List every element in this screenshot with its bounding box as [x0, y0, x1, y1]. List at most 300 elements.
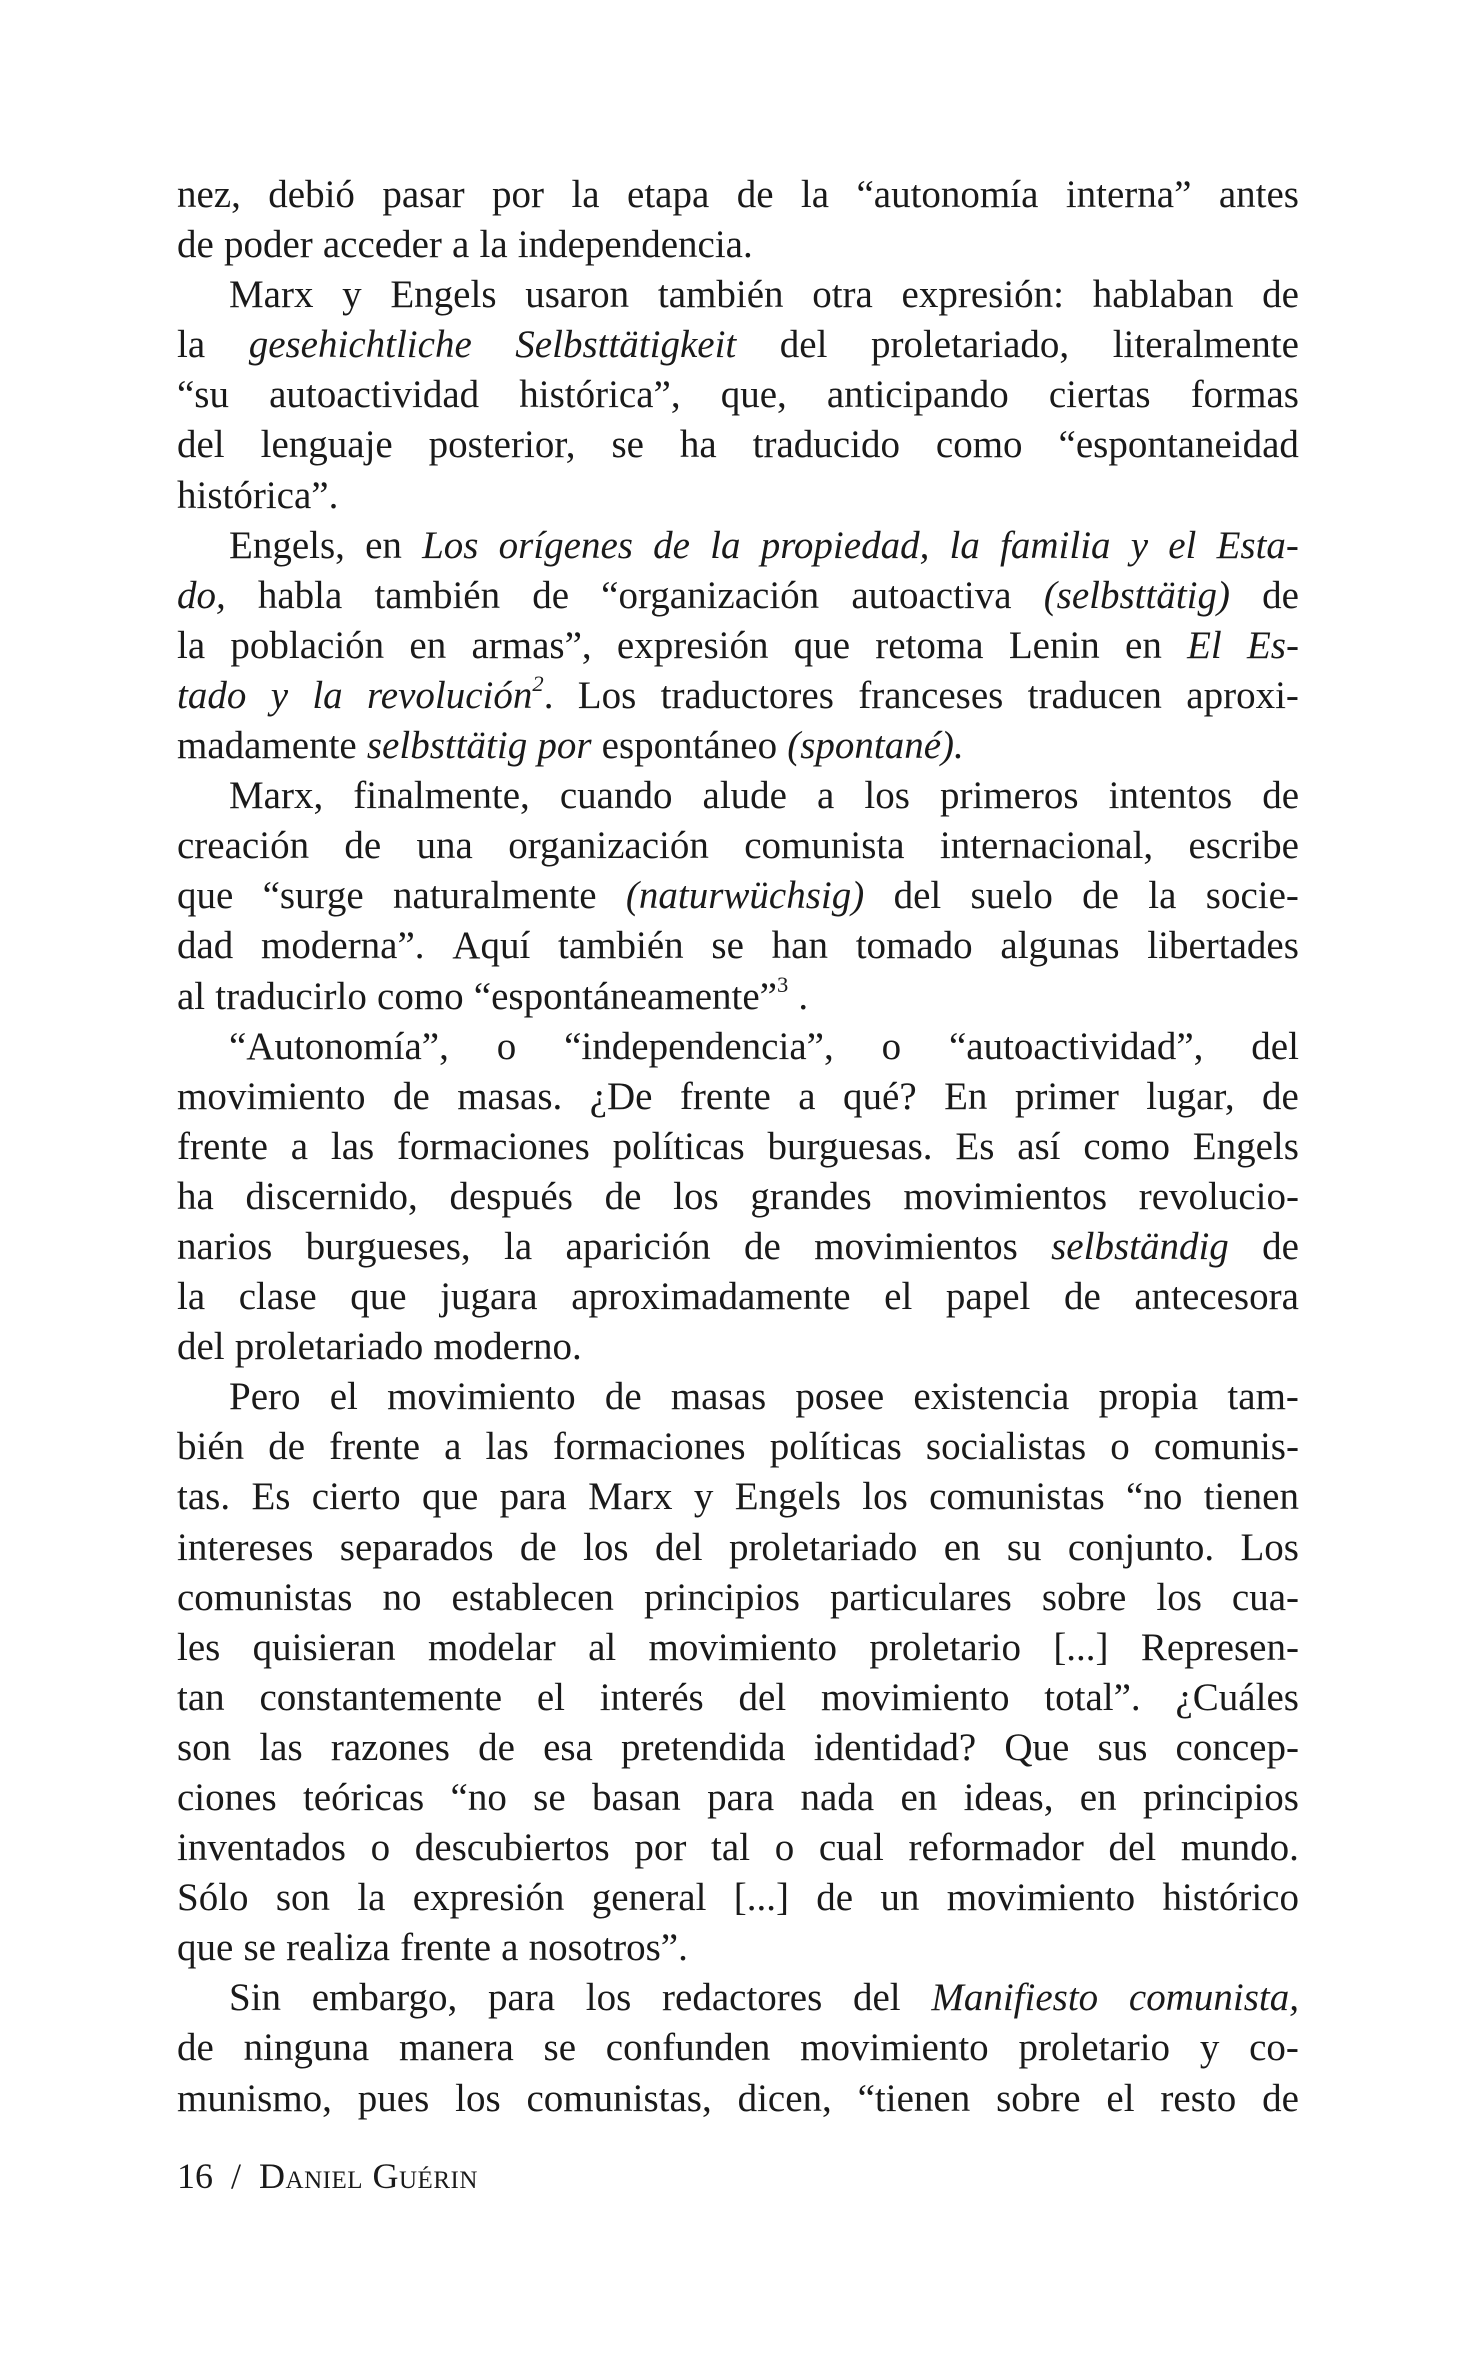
text-line: [177, 1172, 1299, 1222]
word: Lenin: [1008, 623, 1100, 667]
text-line: [177, 721, 1299, 771]
word: los: [673, 1174, 719, 1218]
text-line: [177, 972, 1299, 1022]
word: comunista: [744, 824, 905, 868]
word: literalmente: [1112, 323, 1299, 367]
word: también: [374, 573, 501, 617]
word: Sólo: [177, 1876, 249, 1920]
word: proletariado: [728, 1525, 918, 1569]
text-line: [177, 571, 1299, 621]
word: proletario: [869, 1625, 1021, 1669]
word: para: [499, 1475, 567, 1519]
word: son: [275, 1876, 331, 1920]
word: comunistas: [177, 1575, 353, 1619]
word: aproximadamente: [571, 1275, 851, 1319]
word: socie-: [1205, 874, 1299, 918]
word: movimiento: [387, 1375, 576, 1419]
word-group: [367, 671, 553, 721]
text-line: [177, 1272, 1299, 1322]
word: .: [798, 974, 809, 1018]
word: conjunto.: [1067, 1525, 1215, 1569]
word: la: [1148, 874, 1177, 918]
word: discernido,: [245, 1174, 418, 1218]
text-line: [177, 320, 1299, 370]
text-line: [177, 220, 1299, 270]
word: los: [583, 1525, 629, 1569]
word: y: [1199, 2026, 1220, 2070]
word: modelar: [427, 1625, 556, 1669]
word: Que: [1004, 1725, 1070, 1769]
word: tan: [177, 1675, 225, 1719]
word: el: [536, 1675, 565, 1719]
word: sobre: [996, 2076, 1081, 2120]
word: la: [504, 1224, 533, 1268]
word: Los: [1240, 1525, 1299, 1569]
word: habla: [257, 573, 343, 617]
text-line: [177, 370, 1299, 420]
word: o: [1110, 1425, 1130, 1469]
word: movimientos: [814, 1224, 1018, 1268]
word: reformador: [908, 1826, 1084, 1870]
word: la: [312, 673, 343, 717]
word: movimiento: [648, 1625, 838, 1669]
text-line: [177, 1773, 1299, 1823]
word: comunistas: [929, 1475, 1105, 1519]
word: ¿Cuáles: [1175, 1675, 1299, 1719]
word: “autoactividad”,: [948, 1024, 1204, 1068]
word: en: [1079, 1776, 1117, 1819]
text-line: [177, 1472, 1299, 1522]
word: traducirlo: [215, 974, 367, 1018]
word: en: [943, 1525, 981, 1569]
word: espontáneo: [601, 724, 778, 768]
word: narios: [177, 1224, 273, 1268]
word: resto: [1160, 2076, 1237, 2120]
word: [...]: [733, 1876, 789, 1920]
word: del: [177, 423, 225, 467]
word: que: [793, 623, 851, 667]
word: descubiertos: [414, 1826, 610, 1870]
word: (selbsttätig): [1043, 573, 1231, 617]
word: papel: [945, 1275, 1031, 1319]
word: ha: [177, 1174, 214, 1218]
word: al: [177, 974, 206, 1018]
word: los: [585, 1976, 632, 2020]
word: “espontáneamente”$^3$: [473, 971, 789, 1018]
word: a: [817, 774, 835, 818]
word: y: [1130, 523, 1149, 567]
word: primer: [1014, 1074, 1119, 1118]
word: jugara: [440, 1275, 538, 1319]
word: naturalmente: [393, 874, 597, 918]
word: políticas: [612, 1124, 745, 1168]
word: la: [177, 623, 206, 667]
text-line: [177, 1222, 1299, 1272]
word: Aquí: [452, 924, 531, 968]
word: el: [884, 1275, 913, 1319]
word: formas: [1190, 373, 1299, 417]
word: comunistas,: [526, 2076, 712, 2120]
word: cua-: [1231, 1575, 1299, 1619]
word: frente: [177, 1124, 268, 1168]
word: .: [543, 673, 554, 717]
word: ciertas: [1048, 373, 1151, 417]
word: del: [893, 874, 942, 918]
word: finalmente,: [353, 774, 530, 818]
text-line: [177, 1322, 1299, 1372]
word: de: [344, 824, 382, 868]
text-line: [177, 1072, 1299, 1122]
word: histórica”.: [177, 473, 339, 517]
word: proletariado: [234, 1325, 424, 1369]
word: pues: [357, 2076, 430, 2120]
word: embargo,: [311, 1976, 458, 2020]
word: Esta-: [1216, 523, 1299, 567]
word: co-: [1249, 2026, 1299, 2070]
word: “no: [450, 1776, 507, 1819]
word: movimiento: [821, 1675, 1010, 1719]
word: armas”,: [471, 623, 592, 667]
word: “independencia”,: [564, 1024, 834, 1068]
word: (naturwüchsig): [625, 874, 865, 918]
word: un: [880, 1876, 920, 1920]
word: han: [771, 924, 828, 968]
word: Los: [577, 673, 637, 717]
word: por: [537, 724, 592, 768]
word: o: [370, 1826, 391, 1870]
word: principios: [643, 1575, 800, 1619]
word: realiza: [286, 1926, 390, 1970]
word: esa: [543, 1725, 593, 1769]
word: Los: [422, 523, 479, 567]
word: tal: [711, 1826, 751, 1870]
word: traductores: [660, 673, 834, 717]
word: que: [421, 1475, 479, 1519]
word: usaron: [525, 273, 630, 317]
word: Represen-: [1140, 1625, 1299, 1669]
word: Marx: [229, 273, 314, 317]
word: la: [479, 223, 508, 267]
word: “Autonomía”,: [229, 1024, 449, 1068]
text-line: [177, 270, 1299, 320]
text-line: [177, 170, 1299, 220]
word: retoma: [875, 623, 984, 667]
text-line: [177, 1673, 1299, 1723]
word: a: [444, 1425, 462, 1469]
word: masas: [670, 1375, 767, 1419]
word: proletariado,: [870, 323, 1070, 367]
word: tienen: [1203, 1475, 1299, 1519]
word: Es: [955, 1124, 995, 1168]
word: de: [816, 1876, 854, 1920]
word: alude: [702, 774, 787, 818]
word: de: [653, 523, 690, 567]
word: separados: [339, 1525, 494, 1569]
word: ha: [679, 423, 717, 467]
word: pasar: [382, 173, 465, 216]
word: del: [852, 1976, 901, 2020]
word: dad: [177, 924, 234, 968]
word: de: [519, 1525, 557, 1569]
word: selbständig: [1051, 1224, 1229, 1268]
word: una: [416, 824, 473, 868]
word: se: [711, 924, 744, 968]
word: [...]: [1053, 1625, 1109, 1669]
word: bién: [177, 1425, 245, 1469]
word: las: [330, 1124, 375, 1168]
word: se: [533, 1776, 566, 1819]
word: como: [935, 423, 1023, 467]
word: que: [177, 874, 234, 918]
word: y: [693, 1475, 714, 1519]
running-author: Daniel Guérin: [259, 2156, 478, 2196]
word: en: [409, 623, 447, 667]
word: manera: [399, 2026, 514, 2070]
word: suelo: [970, 874, 1053, 918]
word: cierto: [311, 1475, 401, 1519]
word: para: [487, 1976, 556, 2020]
word: proletario: [1018, 2026, 1171, 2070]
word: burgueses,: [305, 1224, 471, 1268]
word: la: [357, 1876, 386, 1920]
word: las: [259, 1725, 303, 1769]
word: de: [177, 2026, 214, 2070]
word: Es-: [1246, 623, 1299, 667]
word: “surge: [262, 874, 364, 918]
text-line: [177, 1823, 1299, 1873]
word: lenguaje: [260, 423, 393, 467]
word: Marx,: [229, 774, 324, 818]
word: escribe: [1188, 824, 1299, 868]
word: mundo.: [1180, 1826, 1299, 1870]
word: En: [944, 1074, 988, 1118]
word: a: [452, 223, 470, 267]
text-line: [177, 2023, 1299, 2073]
word: ideas,: [963, 1776, 1054, 1819]
word: interés: [599, 1675, 704, 1719]
word: su: [1006, 1525, 1042, 1569]
text-line: [177, 1973, 1299, 2023]
word: tam-: [1227, 1375, 1299, 1419]
word: ninguna: [243, 2026, 370, 2070]
word: de: [1262, 2076, 1299, 2120]
word: posee: [795, 1375, 885, 1419]
word: particulares: [829, 1575, 1012, 1619]
text-line: [177, 1122, 1299, 1172]
word: identidad?: [813, 1725, 977, 1769]
word: políticas: [769, 1425, 902, 1469]
word: de: [1262, 1074, 1299, 1118]
word: movimiento: [946, 1876, 1136, 1920]
word: para: [707, 1776, 775, 1819]
text-line: [177, 1873, 1299, 1923]
word: interna”: [1065, 173, 1192, 216]
word: qué?: [843, 1074, 917, 1118]
word: frente: [679, 1074, 771, 1118]
word: teóricas: [302, 1776, 425, 1819]
word: cual: [818, 1826, 884, 1870]
text-line: [177, 821, 1299, 871]
word: propiedad,: [760, 523, 930, 567]
word: familia: [1000, 523, 1111, 567]
word: frente: [400, 1926, 492, 1970]
word: existencia: [913, 1375, 1070, 1419]
word: al: [588, 1625, 617, 1669]
word: establecen: [451, 1575, 614, 1619]
word: el: [1168, 523, 1197, 567]
text-line: [177, 1022, 1299, 1072]
word: tomado: [855, 924, 973, 968]
word: de: [1262, 1224, 1299, 1268]
word: concep-: [1175, 1725, 1299, 1769]
text-line: [177, 871, 1299, 921]
word: del: [1251, 1024, 1299, 1068]
word: también: [657, 273, 784, 317]
word: ¿De: [589, 1074, 653, 1118]
word: acceder: [322, 223, 442, 267]
word: masas.: [457, 1074, 563, 1118]
word: los: [1156, 1575, 1202, 1619]
word: Es: [251, 1475, 291, 1519]
text-line: [177, 1422, 1299, 1472]
word: movimiento: [800, 2026, 989, 2070]
word: después: [449, 1174, 573, 1218]
word: son: [177, 1725, 232, 1769]
word: de: [1063, 1275, 1101, 1319]
word: tas.: [177, 1475, 231, 1519]
word: del: [1108, 1826, 1157, 1870]
word: poder: [223, 223, 313, 267]
word: de: [1082, 874, 1119, 918]
word: (spontané).: [787, 724, 964, 768]
word: se: [243, 1926, 276, 1970]
word: aproxi-: [1186, 673, 1299, 717]
word-group: [474, 972, 818, 1022]
word: población: [230, 623, 385, 667]
word: revolución$^2$: [367, 670, 544, 717]
word: del: [654, 1525, 703, 1569]
word: confunden: [605, 2026, 771, 2070]
word: antes: [1218, 173, 1299, 216]
word: y: [270, 673, 288, 717]
word: la: [949, 523, 980, 567]
word: expresión: [412, 1876, 565, 1920]
word: que: [177, 1926, 234, 1970]
word: o: [774, 1826, 795, 1870]
word: creación: [177, 824, 310, 868]
word: antecesora: [1134, 1275, 1299, 1319]
word: de: [604, 1174, 642, 1218]
word: “tienen: [857, 2076, 971, 2120]
word: los: [862, 1475, 908, 1519]
word: de: [743, 1224, 781, 1268]
footnote-marker: 3: [776, 971, 789, 997]
word: propia: [1098, 1375, 1199, 1419]
word: clase: [238, 1275, 317, 1319]
word: internacional,: [939, 824, 1154, 868]
word: de: [392, 1074, 430, 1118]
word: la: [800, 173, 830, 216]
text-line: [177, 2074, 1299, 2124]
word: autoactividad: [269, 373, 480, 417]
word: comunis-: [1153, 1425, 1299, 1469]
word: total”.: [1044, 1675, 1141, 1719]
word: El: [1187, 623, 1222, 667]
word: intentos: [1108, 774, 1233, 818]
word: los: [455, 2076, 501, 2120]
word: y: [342, 273, 362, 317]
word: de: [532, 573, 570, 617]
word: “organización: [601, 573, 820, 617]
word: histórico: [1162, 1876, 1299, 1920]
word: socialistas: [925, 1425, 1087, 1469]
word: o: [496, 1024, 517, 1068]
word: madamente: [177, 724, 357, 768]
word: etapa: [627, 173, 710, 216]
word: autoactiva: [851, 573, 1012, 617]
word: de: [736, 173, 774, 216]
word: constantemente: [259, 1675, 503, 1719]
word: selbsttätig: [366, 724, 528, 768]
word: basan: [591, 1776, 681, 1819]
word: nada: [800, 1776, 875, 1819]
word: Pero: [229, 1375, 301, 1419]
word: del: [738, 1675, 787, 1719]
word: posterior,: [428, 423, 576, 467]
word: sobre: [1041, 1575, 1127, 1619]
word: formaciones: [552, 1425, 746, 1469]
word: independencia.: [517, 223, 753, 267]
text-line: [177, 521, 1299, 571]
word: o: [881, 1024, 902, 1068]
word: “no: [1126, 1475, 1183, 1519]
text-line: [177, 771, 1299, 821]
word: expresión:: [901, 273, 1064, 317]
text-line: [177, 1623, 1299, 1673]
text-line: [177, 471, 1299, 521]
word: que: [350, 1275, 407, 1319]
word: dicen,: [737, 2076, 832, 2120]
word: expresión: [616, 623, 769, 667]
word: sus: [1097, 1725, 1148, 1769]
word: libertades: [1147, 924, 1299, 968]
word: traducido: [752, 423, 900, 467]
word: quisieran: [252, 1625, 396, 1669]
word: inventados: [177, 1826, 346, 1870]
word: formaciones: [397, 1124, 590, 1168]
word: “autonomía: [856, 173, 1039, 216]
word: moderna”.: [261, 924, 425, 968]
word: grandes: [750, 1174, 872, 1218]
word: movimiento: [177, 1074, 366, 1118]
word: traducen: [1027, 673, 1162, 717]
text-line: [177, 1523, 1299, 1573]
word: orígenes: [498, 523, 633, 567]
word: debió: [268, 173, 355, 216]
footer-separator: /: [231, 2156, 242, 2196]
body-text: [177, 170, 1299, 2124]
word: Manifiesto: [931, 1976, 1099, 2020]
word: frente: [329, 1425, 421, 1469]
word: aparición: [565, 1224, 711, 1268]
word: el: [329, 1375, 358, 1419]
word: como: [1083, 1124, 1170, 1168]
word: histórica”,: [519, 373, 681, 417]
word: moderno.: [433, 1325, 582, 1369]
word: tado: [177, 673, 247, 717]
word: primeros: [939, 774, 1079, 818]
word: otra: [812, 273, 873, 317]
